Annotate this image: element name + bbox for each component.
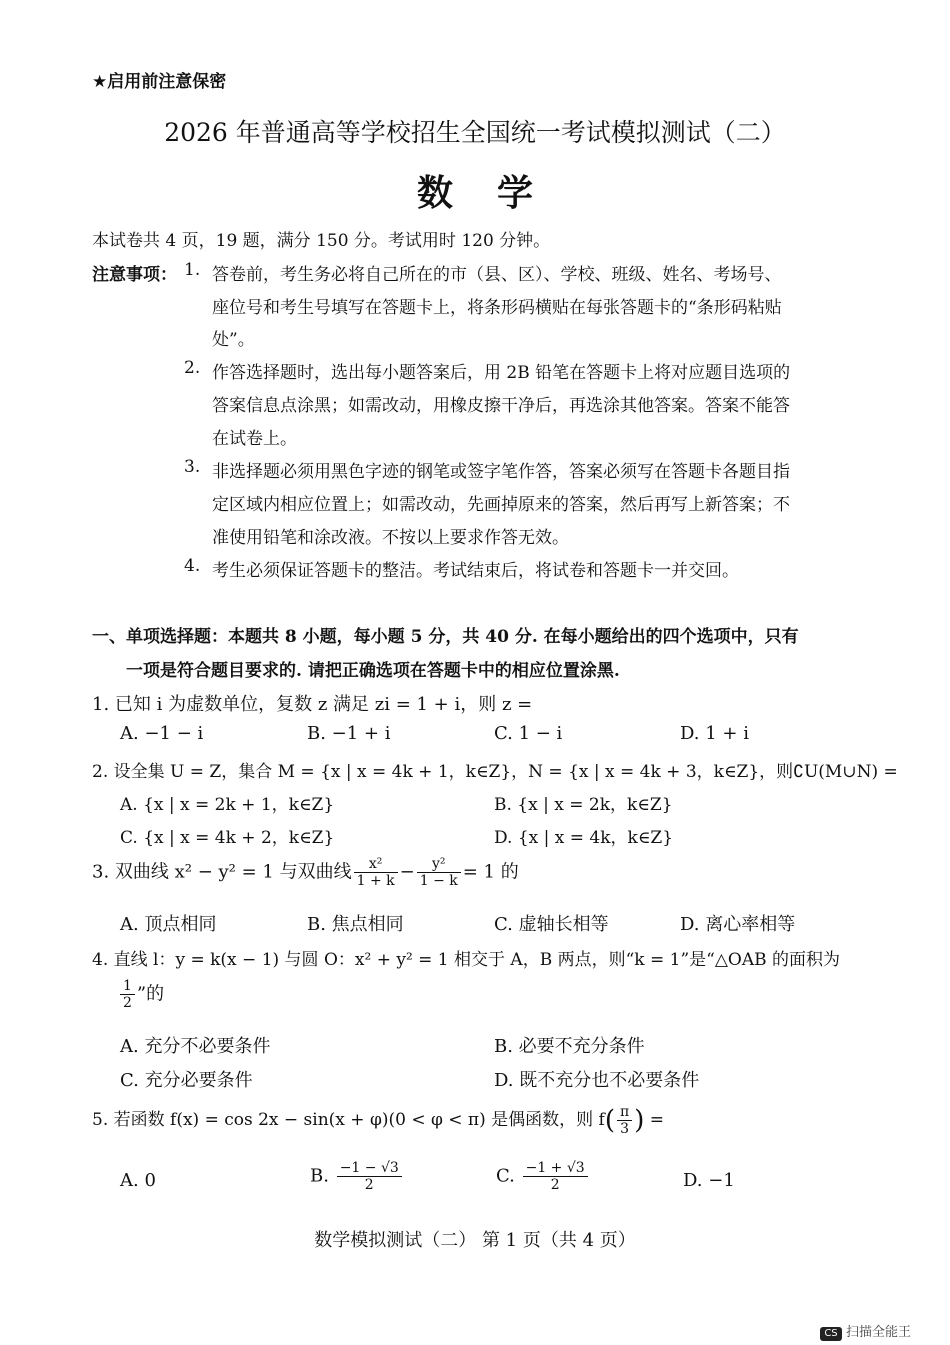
note-2-line-1: 作答选择题时，选出每小题答案后，用 2B 铅笔在答题卡上将对应题目选项的 (212, 363, 791, 383)
question-4-option-b: B. 必要不充分条件 (494, 1036, 645, 1057)
fraction-numerator: −1 − √3 (337, 1160, 402, 1177)
note-3-line-1: 非选择题必须用黑色字迹的钢笔或签字笔作答，答案必须写在答题卡各题目指 (212, 462, 790, 482)
question-2-option-d: D. {x | x = 4k，k∈Z} (494, 828, 674, 848)
fraction-numerator: π (617, 1104, 632, 1121)
note-2-line-3: 在试卷上。 (212, 429, 297, 449)
question-5-option-d: D. −1 (683, 1170, 735, 1191)
option-letter: B. (310, 1165, 329, 1187)
note-4-num: 4. (184, 556, 201, 576)
section-1-heading: 一、单项选择题：本题共 8 小题，每小题 5 分，共 40 分. 在每小题给出的四个选项中，只有 (92, 627, 799, 647)
question-5-option-b (310, 1160, 404, 1193)
scanner-watermark (820, 1321, 911, 1341)
page-footer: 数学模拟测试（二） 第 1 页（共 4 页） (314, 1230, 636, 1251)
question-3-stem-post: = 1 的 (462, 861, 519, 883)
note-3-line-3: 准使用铅笔和涂改液。不按以上要求作答无效。 (212, 528, 569, 548)
question-5-stem-text: 5. 若函数 f(x) = cos 2x − sin(x + φ)(0 < φ < π) 是偶函数，则 f (92, 1110, 605, 1130)
option-letter: C. (496, 1165, 515, 1187)
fraction-denominator: 2 (123, 995, 132, 1011)
question-4-fraction (120, 978, 135, 1011)
watermark-text: 扫描全能王 (846, 1325, 912, 1340)
equals-sign: = (649, 1110, 665, 1130)
question-4-stem: 4. 直线 l：y = k(x − 1) 与圆 O：x² + y² = 1 相交于 A，B 两点，则“k = 1”是“△OAB 的面积为 (92, 950, 841, 970)
left-paren: ( (604, 1105, 615, 1136)
question-1-option-a: A. −1 − i (120, 723, 204, 744)
note-1-line-2: 座位号和考生号填写在答题卡上，将条形码横贴在每张答题卡的“条形码粘贴 (212, 298, 782, 318)
right-paren: ) (634, 1105, 645, 1136)
fraction-numerator: 1 (120, 978, 135, 995)
note-3-line-2: 定区域内相应位置上；如需改动，先画掉原来的答案，然后再写上新答案；不 (212, 495, 790, 515)
question-1-option-d: D. 1 + i (680, 723, 749, 744)
scanner-logo-icon: CS (820, 1327, 842, 1341)
question-4-option-c: C. 充分必要条件 (120, 1070, 253, 1091)
question-4-option-d: D. 既不充分也不必要条件 (494, 1070, 700, 1091)
exam-info: 本试卷共 4 页，19 题，满分 150 分。考试用时 120 分钟。 (92, 231, 551, 251)
section-1-heading-2: 一项是符合题目要求的. 请把正确选项在答题卡中的相应位置涂黑. (126, 661, 620, 681)
question-1-stem: 1. 已知 i 为虚数单位，复数 z 满足 zi = 1 + i，则 z = (92, 694, 533, 715)
question-4-tail: ”的 (136, 983, 165, 1005)
question-3-stem-pre: 3. 双曲线 x² − y² = 1 与双曲线 (92, 861, 352, 883)
note-4-line-1: 考生必须保证答题卡的整洁。考试结束后，将试卷和答题卡一并交回。 (212, 561, 739, 581)
question-1-option-b: B. −1 + i (307, 723, 391, 744)
fraction-denominator: 1 + k (356, 873, 395, 889)
question-5-option-b-fraction (337, 1160, 402, 1193)
question-2-stem: 2. 设全集 U = Z，集合 M = {x | x = 4k + 1，k∈Z}，N = {x | x = 4k + 3，k∈Z}，则∁U(M∪N) = (92, 762, 898, 782)
note-2-num: 2. (184, 358, 201, 378)
exam-title: 2026 年普通高等学校招生全国统一考试模拟测试（二） (164, 118, 786, 147)
fraction-denominator: 3 (620, 1121, 630, 1137)
question-3-option-c: C. 虚轴长相等 (494, 914, 609, 935)
question-4-option-a: A. 充分不必要条件 (120, 1036, 271, 1057)
note-2-line-2: 答案信息点涂黑；如需改动，用橡皮擦干净后，再选涂其他答案。答案不能答 (212, 396, 790, 416)
question-4-stem-2 (118, 978, 164, 1011)
question-1-option-c: C. 1 − i (494, 723, 563, 744)
fraction-numerator: x² (354, 856, 398, 873)
question-2-option-c: C. {x | x = 4k + 2，k∈Z} (120, 828, 335, 848)
question-2-option-a: A. {x | x = 2k + 1，k∈Z} (120, 795, 335, 815)
note-1-line-1: 答卷前，考生务必将自己所在的市（县、区）、学校、班级、姓名、考场号、 (212, 265, 782, 285)
fraction-denominator: 2 (550, 1177, 560, 1193)
fraction-denominator: 1 − k (419, 873, 458, 889)
question-3-option-b: B. 焦点相同 (307, 914, 404, 935)
note-1-line-3: 处”。 (212, 330, 255, 350)
note-1-num: 1. (184, 260, 201, 280)
question-5-stem (92, 1104, 664, 1137)
fraction-denominator: 2 (364, 1177, 374, 1193)
fraction-numerator: −1 + √3 (523, 1160, 588, 1177)
question-5-option-c-fraction (523, 1160, 588, 1193)
question-3-fraction-2 (417, 856, 461, 889)
minus-sign: − (399, 861, 415, 883)
note-3-num: 3. (184, 457, 201, 477)
fraction-numerator: y² (417, 856, 461, 873)
question-5-option-c (496, 1160, 590, 1193)
question-5-argument (617, 1104, 632, 1137)
notes-label: 注意事项： (92, 265, 177, 285)
question-3-fraction-1 (354, 856, 398, 889)
confidential-label: ★启用前注意保密 (92, 72, 227, 92)
question-5-option-a: A. 0 (120, 1170, 156, 1191)
question-3-stem (92, 856, 519, 889)
question-3-option-a: A. 顶点相同 (120, 914, 217, 935)
question-2-option-b: B. {x | x = 2k，k∈Z} (494, 795, 673, 815)
subject-title: 数学 (416, 172, 577, 214)
question-3-option-d: D. 离心率相等 (680, 914, 796, 935)
